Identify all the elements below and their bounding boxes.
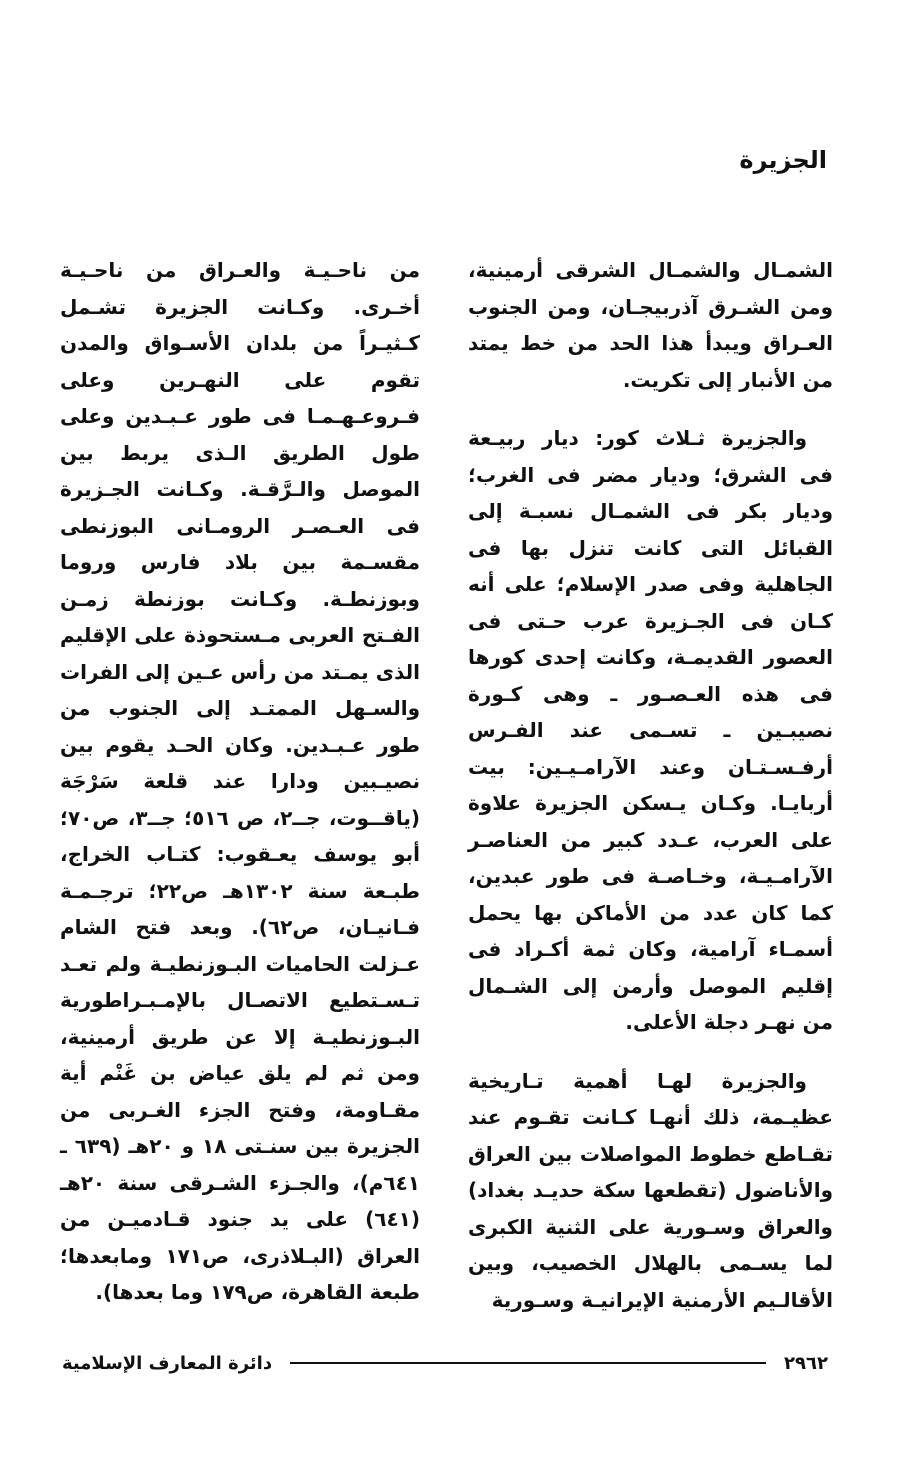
page-footer bbox=[62, 1343, 828, 1383]
right-column-paragraph-1: الشمـال والشمـال الشرقى أرمينية، ومن الشـرق آذربيجـان، ومن الجنوب العـراق ويبدأ هذا الحد من خط يمتد من الأنبار إلى تكريت. bbox=[468, 258, 833, 392]
left-column bbox=[60, 252, 420, 1311]
left-column-paragraph-1: من ناحـيـة والعـراق من ناحـيـة أخـرى. وكـانت الجزيرة تشـمل كـثيـراً من بلدان الأسـواق والمدن تقوم على النهـرين وعلى فـروعـهـمـا فى طور عـبـدين وعلى طول الطريق الـذى يربط بين الموصل والـرَّقـة. وكـانت الجـزيرة فى العـصـر الرومـانى البوزنطى مقسـمة بين بلاد فارس وروما وبوزنطـة. وكـانت بوزنطة زمـن الفـتح العربى مـستحوذة على الإقليم الذى يمـتد من رأس عـين إلى الفرات والسـهل الممتـد إلى الجنوب من طور عـبـدين. وكان الحـد يقوم بين نصيـبين ودارا عند قلعة سَرْجَة (ياقــوت، جــ٢، ص ٥١٦؛ جــ٣، ص٧٠؛ أبو يوسف يعـقوب: كتـاب الخراج، طبـعة سنة ١٣٠٢هـ ص٢٢؛ ترجـمـة فـانيـان، ص٦٢). وبعد فتح الشام عـزلت الحاميات البـوزنطيـة ولم تعـد تـسـتطيع الاتصـال بالإمـبـراطورية البـوزنطيـة إلا عن طريق أرمينية، ومن ثم لم يلق عياض بن غَنْم أية مقـاومة، وفتح الجزء الغـربى من الجزيرة بين سنـتى ١٨ و ٢٠هـ (٦٣٩ ـ ٦٤١م)، والجـزء الشـرقى سنة ٢٠هـ (٦٤١) على يد جنود قـادميـن من العراق (البـلاذرى، ص١٧١ ومابعدها؛ طبعة القاهرة، ص١٧٩ وما بعدها). bbox=[60, 258, 421, 1304]
right-column-paragraph-2: والجزيرة ثـلاث كور: ديار ربيـعة فى الشرق؛ وديار مضر فى الغرب؛ وديار بكر فى الشمـال نسبـة إلى القبائل التى كانت تنزل بها فى الجاهلية وفى صدر الإسلام؛ على أنه كـان فى الجـزيرة عرب حـتى فى العصور القديمـة، وكانت إحدى كورها فى هذه العـصـور ـ وهى كـورة نصيبـين ـ تسـمى عند الفـرس أرفـسـتـان وعند الآرامـيـين: بيت أربايـا. وكـان يـسكن الجزيرة علاوة على العرب، عـدد كبير من العناصـر الآرامـيـة، وخـاصـة فى طور عبدين، كما كان عدد من الأماكن بها يحمل أسمـاء آرامية، وكان ثمة أكـراد فى إقليم الموصل وأرمن إلى الشـمال من نهـر دجلة الأعلى. bbox=[468, 426, 833, 1034]
page-title: الجزيرة bbox=[739, 146, 827, 174]
page-number: ٢٩٦٢ bbox=[784, 1352, 828, 1374]
right-column bbox=[468, 252, 833, 1318]
publication-name: دائرة المعارف الإسلامية bbox=[62, 1352, 273, 1374]
right-column-paragraph-3: والجزيرة لهـا أهمية تـاريخية عظيـمة، ذلك أنهـا كـانت تقـوم عند تقـاطع خطوط المواصلات بين العراق والأناضول (تقطعها سكة حديـد بغداد) والعراق وسـورية على الثنية الكبرى لما يسـمى بالهلال الخصيب، وبين الأقالـيم الأرمنية الإيرانيـة وسـورية bbox=[468, 1068, 833, 1312]
footer-rule bbox=[290, 1362, 766, 1364]
